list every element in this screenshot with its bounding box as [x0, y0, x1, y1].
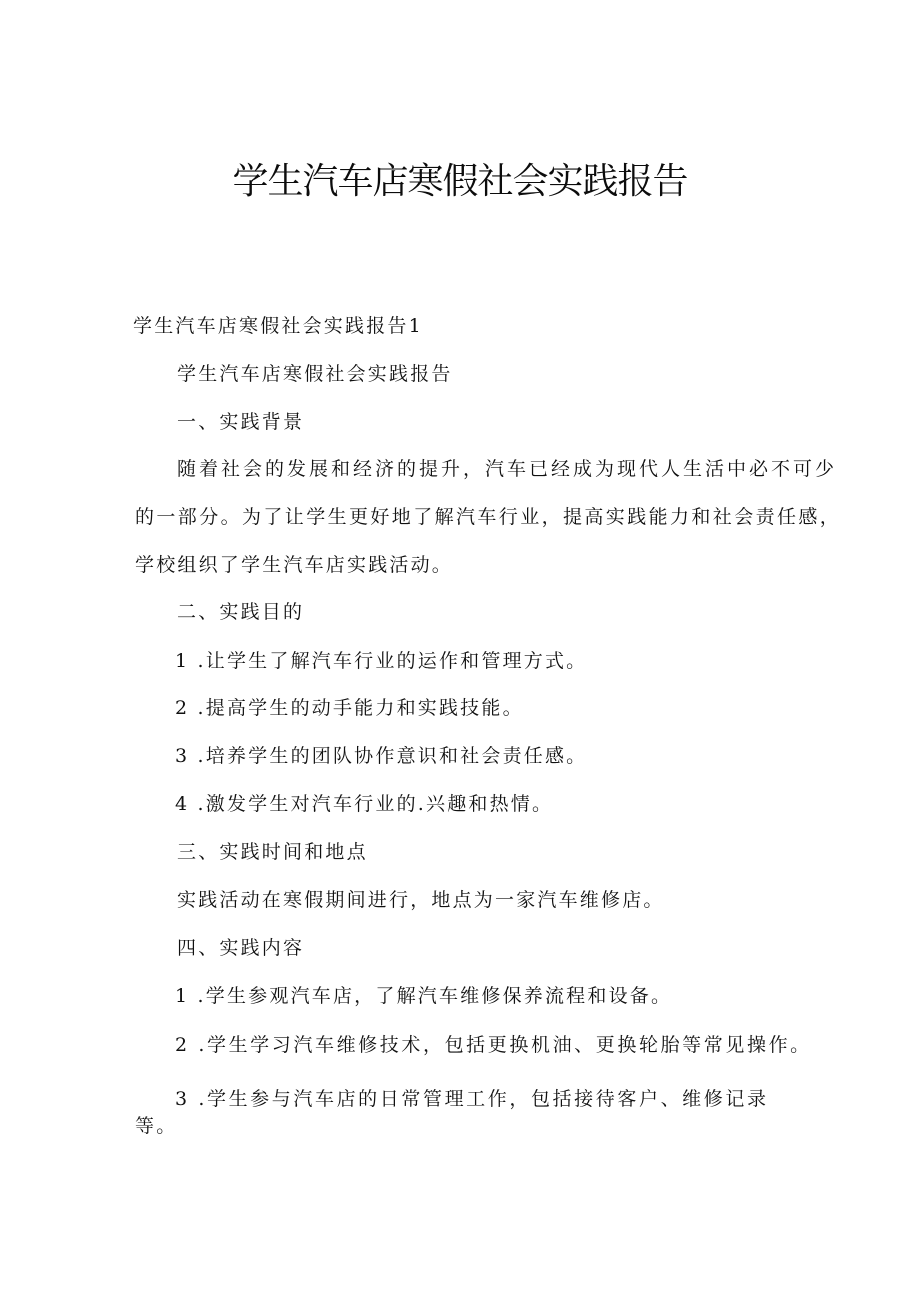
- content-item: 3 .学生参与汽车店的日常管理工作，包括接待客户、维修记录: [175, 1088, 769, 1110]
- report-subtitle: 学生汽车店寒假社会实践报告1: [133, 315, 423, 337]
- background-paragraph-line: 的一部分。为了让学生更好地了解汽车行业，提高实践能力和社会责任感，: [135, 506, 842, 528]
- goal-item: 4 .激发学生对汽车行业的.兴趣和热情。: [175, 793, 554, 815]
- background-paragraph-line: 随着社会的发展和经济的提升，汽车已经成为现代人生活中必不可少: [177, 458, 838, 480]
- goal-item: 3 .培养学生的团队协作意识和社会责任感。: [175, 745, 588, 767]
- background-paragraph-line: 学校组织了学生汽车店实践活动。: [135, 554, 454, 576]
- goal-item: 2 .提高学生的动手能力和实践技能。: [175, 697, 524, 719]
- report-name: 学生汽车店寒假社会实践报告: [177, 363, 453, 385]
- section-heading-goals: 二、实践目的: [177, 601, 305, 623]
- section-heading-background: 一、实践背景: [177, 411, 305, 433]
- content-item: 1 .学生参观汽车店，了解汽车维修保养流程和设备。: [175, 985, 673, 1007]
- document-title: 学生汽车店寒假社会实践报告: [232, 161, 688, 202]
- content-item: 2 .学生学习汽车维修技术，包括更换机油、更换轮胎等常见操作。: [175, 1034, 812, 1056]
- content-item-continuation: 等。: [135, 1115, 178, 1137]
- section-heading-content: 四、实践内容: [177, 937, 305, 959]
- goal-item: 1 .让学生了解汽车行业的运作和管理方式。: [175, 650, 588, 672]
- section-heading-time-place: 三、实践时间和地点: [177, 841, 368, 863]
- time-place-text: 实践活动在寒假期间进行，地点为一家汽车维修店。: [177, 889, 665, 911]
